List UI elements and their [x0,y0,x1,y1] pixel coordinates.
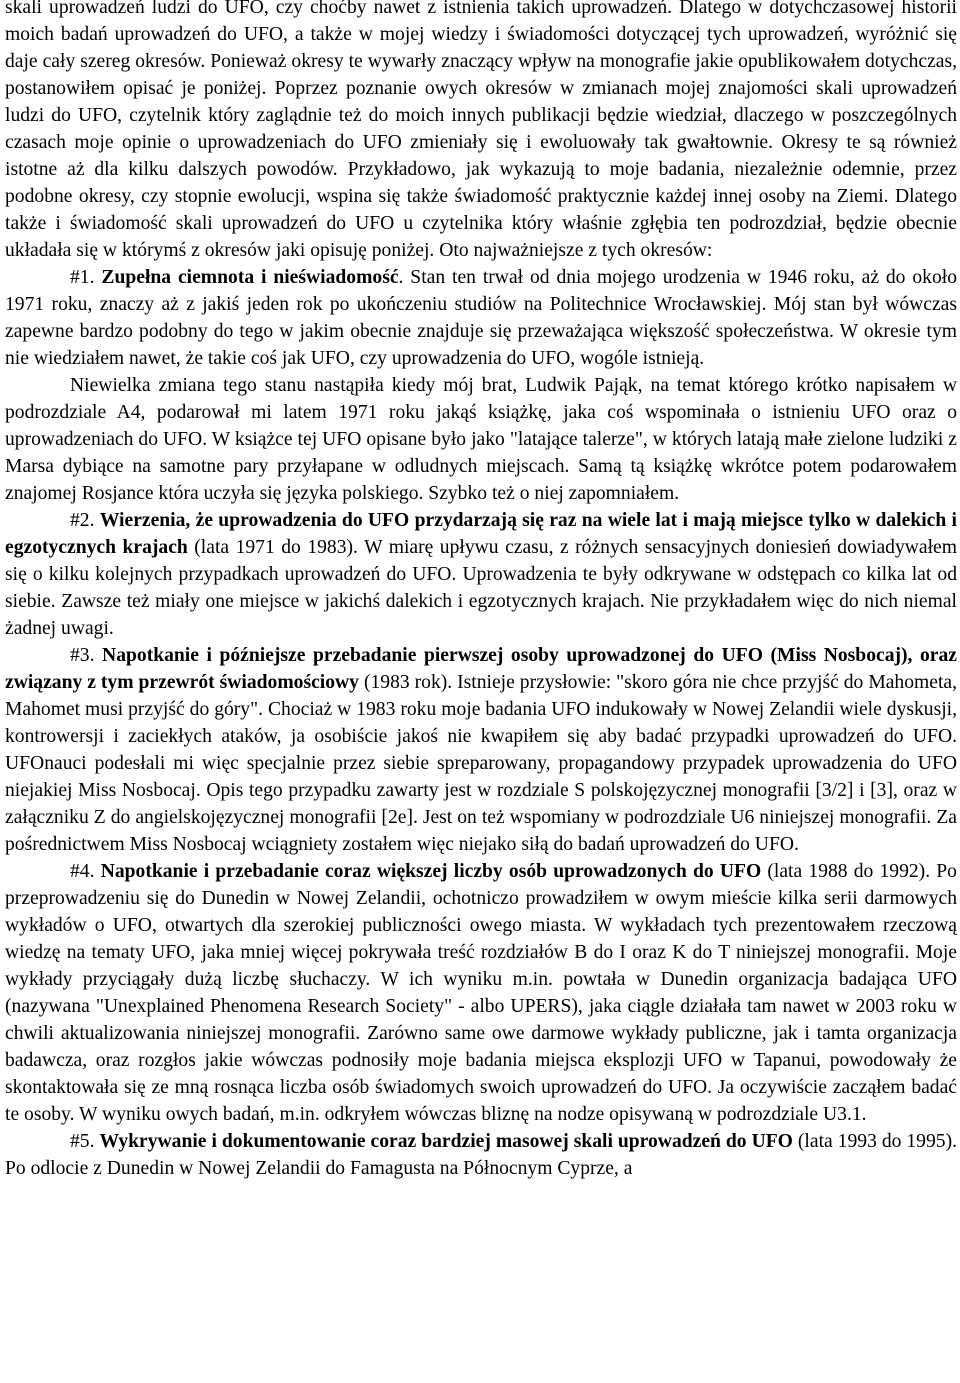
section-body: (lata 1971 do 1983). W miarę upływu czasu, z różnych sensacyjnych doniesień dowiadywałem się o kilku kolejnych przypadkach uprowadzeń do UFO. Uprowadzenia te były odkrywane w odstępach co kilka lat od siebie. Zawsze też miały one miejsce w jakichś dalekich i egzotycznych krajach. Nie przykładałem więc do nich niemal żadnej uwagi. [5,537,957,639]
section-number: #2. [70,510,95,531]
section-2 [5,507,957,642]
section-body: Niewielka zmiana tego stanu nastąpiła kiedy mój brat, Ludwik Pająk, na temat którego krótko napisałem w podrozdziale A4, podarował mi latem 1971 roku jakąś książkę, jaka coś wspominała o istnieniu UFO oraz o uprowadzeniach do UFO. W książce tej UFO opisane było jako "latające talerze", w których latają małe zielone ludziki z Marsa dybiące na samotne pary przyłapane w odludnych miejscach. Samą tą książkę wkrótce potem podarowałem znajomej Rosjance która uczyła się języka polskiego. Szybko też o niej zapomniałem. [5,375,957,504]
section-heading: Wykrywanie i dokumentowanie coraz bardziej masowej skali uprowadzeń do UFO [99,1131,793,1152]
section-1 [5,264,957,372]
section-number: #4. [70,861,95,882]
section-number: #3. [70,645,95,666]
section-1-continuation [5,372,957,507]
document-body [5,0,957,1182]
intro-paragraph: skali uprowadzeń ludzi do UFO, czy choćby nawet z istnienia takich uprowadzeń. Dlatego w dotychczasowej historii moich badań uprowadzeń do UFO, a także w mojej wiedzy i świadomości dotyczącej tych uprowadzeń, wyróżnić się daje cały szereg okresów. Ponieważ okresy te wywarły znaczący wpływ na monografie jakie opublikowałem dotychczas, postanowiłem opisać je poniżej. Poprzez poznanie owych okresów w zmianach mojej znajomości skali uprowadzeń ludzi do UFO, czytelnik który zaglądnie też do moich innych publikacji będzie wiedział, dlaczego w poszczególnych czasach moje opinie o uprowadzeniach do UFO zmieniały się i ewoluowały tak gwałtownie. Okresy te są również istotne aż dla kilku dalszych powodów. Przykładowo, jak wykazują to moje badania, niezależnie odemnie, przez podobne okresy, czy stopnie ewolucji, wspina się także świadomość praktycznie każdej innej osoby na Ziemi. Dlatego także i świadomość skali uprowadzeń do UFO u czytelnika który właśnie zgłębia ten podrozdział, będzie obecnie układała się w którymś z okresów jaki opisuję poniżej. Oto najważniejsze z tych okresów: [5,0,957,261]
section-3 [5,642,957,858]
section-heading: Napotkanie i późniejsze przebadanie pierwszej osoby uprowadzonej do UFO (Miss Nosbocaj), oraz związany z tym przewrót świadomościowy [5,645,957,693]
section-heading: Napotkanie i przebadanie coraz większej liczby osób uprowadzonych do UFO [100,861,762,882]
section-heading: Wierzenia, że uprowadzenia do UFO przydarzają się raz na wiele lat i mają miejsce tylko w dalekich i egzotycznych krajach [5,510,958,558]
section-body: (lata 1993 do 1995). Po odlocie z Dunedin w Nowej Zelandii do Famagusta na Północnym Cyprze, a [5,1131,957,1179]
section-heading: Zupełna ciemnota i nieświadomość [101,267,399,288]
section-number: #1. [70,267,95,288]
section-4 [5,858,957,1128]
section-body: . Stan ten trwał od dnia mojego urodzenia w 1946 roku, aż do około 1971 roku, znaczy aż z jakiś jeden rok po ukończeniu studiów na Politechnice Wrocławskiej. Mój stan był wówczas zapewne bardzo podobny do tego w jakim obecnie znajduje się przeważająca większość społeczeństwa. W okresie tym nie wiedziałem nawet, że takie coś jak UFO, czy uprowadzenia do UFO, wogóle istnieją. [5,267,957,369]
section-body: (1983 rok). Istnieje przysłowie: "skoro góra nie chce przyjść do Mahometa, Mahomet musi przyjść do góry". Chociaż w 1983 roku moje badania UFO indukowały w Nowej Zelandii wiele dyskusji, kontrowersji i zaciekłych ataków, ja osobiście jakoś nie kwapiłem się aby badać przypadki uprowadzeń do UFO. UFOnauci podesłali mi więc specjalnie przez siebie spreparowany, propagandowy przypadek uprowadzenia do UFO niejakiej Miss Nosbocaj. Opis tego przypadku zawarty jest w rozdziale S polskojęzycznej monografii [3/2] i [3], oraz w załączniku Z do angielskojęzycznej monografii [2e]. Jest on też wspomiany w podrozdziale U6 niniejszej monografii. Za pośrednictwem Miss Nosbocaj wciągniety zostałem więc niejako siłą do badań uprowadzeń do UFO. [5,672,958,855]
section-body: (lata 1988 do 1992). Po przeprowadzeniu się do Dunedin w Nowej Zelandii, ochotniczo prowadziłem w owym mieście kilka serii darmowych wykładów o UFO, otwartych dla szerokiej publiczności owego miasta. W wykładach tych prezentowałem rzeczową wiedzę na tematy UFO, jaka mniej więcej pokrywała treść rozdziałów B do I oraz K do T niniejszej monografii. Moje wykłady przyciągały dużą liczbę słuchaczy. W ich wyniku m.in. powtała w Dunedin organizacja badająca UFO (nazywana "Unexplained Phenomena Research Society" - albo UPERS), jaka ciągle działała tam nawet w 2003 roku w chwili aktualizowania niniejszej monografii. Zarówno same owe darmowe wykłady publiczne, jak i tamta organizacja badawcza, oraz rozgłos jakie wówczas podnosiły moje badania miejsca eksplozji UFO w Tapanui, powodowały że skontaktowała się ze mną rosnąca liczba osób świadomych swoich uprowadzeń do UFO. Ja oczywiście zacząłem badać te osoby. W wyniku owych badań, m.in. odkryłem wówczas bliznę na nodze opisywaną w podrozdziale U3.1. [5,861,957,1125]
section-5 [5,1128,957,1182]
section-number: #5. [70,1131,95,1152]
